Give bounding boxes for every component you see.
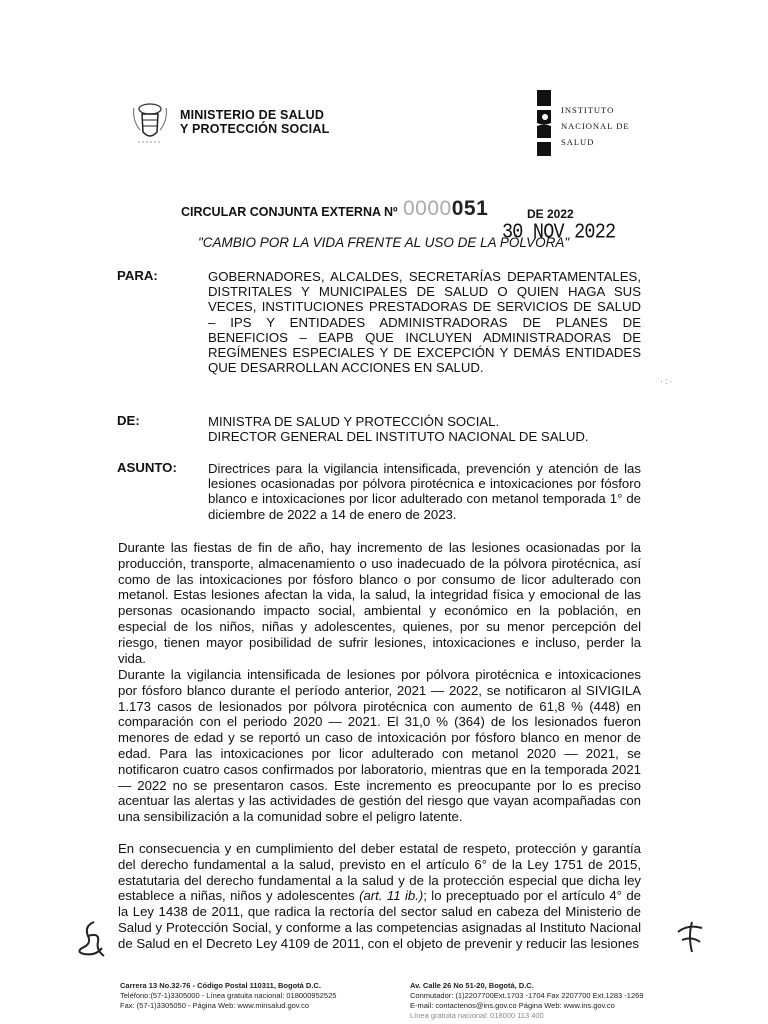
- para-recipients: GOBERNADORES, ALCALDES, SECRETARÍAS DEPARTAMENTALES, DISTRITALES Y MUNICIPALES DE SALUD O QUIEN HAGA SUS VECES, INSTITUCIONES PRESTADORAS DE SERVICIOS DE SALUD – IPS Y ENTIDADES ADMINISTRADORAS DE PLANES DE BENEFICIOS – EAPB QUE INCLUYEN ADMINISTRADORAS DE REGÍMENES ESPECIALES Y DE EXCEPCIÓN Y DEMÁS ENTIDADES QUE DESARROLLAN ACCIONES EN SALUD.: [208, 269, 641, 376]
- circular-motto: "CAMBIO POR LA VIDA FRENTE AL USO DE LA PÓLVORA": [198, 235, 570, 250]
- ins-logo-icon: [536, 90, 552, 156]
- ministry-name: [180, 108, 329, 136]
- para-label: PARA:: [117, 268, 158, 283]
- footer-right-line1: Av. Calle 26 No 51-20, Bogotá, D.C.: [410, 981, 534, 990]
- colombia-coat-of-arms-icon: [130, 100, 170, 148]
- legal-citation: (art. 11 ib.): [359, 888, 424, 904]
- body-paragraph-1: Durante las fiestas de fin de año, hay incremento de las lesiones ocasionadas por la producción, transporte, almacenamiento o uso inadecuado de la pólvora pirotécnica, así como de las intoxicaciones por fósforo blanco o por consumo de licor adulterado con metanol. Estas lesiones afectan la vida, la salud, la integridad física y emocional de las personas ocasionando impacto social, ambiental y económico en la población, en especial de los niños, niñas y adolescentes, quienes, por su menor percepción del riesgo, tienen mayor posibilidad de sufrir lesiones, intoxicaciones e incluso, perder la vida.: [118, 540, 641, 666]
- de-senders: [208, 414, 641, 444]
- footer-right-line4: Línea gratuita nacional: 018000 113 400: [410, 1011, 544, 1020]
- circular-title: CIRCULAR CONJUNTA EXTERNA Nº: [181, 205, 398, 219]
- circular-number: [403, 197, 488, 221]
- institute-name-line3: SALUD: [561, 137, 595, 147]
- body-paragraph-3: [118, 841, 641, 952]
- de-label: DE:: [117, 413, 140, 428]
- ministry-name-line2: Y PROTECCIÓN SOCIAL: [180, 122, 330, 136]
- de-line2: DIRECTOR GENERAL DEL INSTITUTO NACIONAL DE SALUD.: [208, 429, 589, 445]
- footer-ministry-contact: [120, 981, 336, 1011]
- signature-icon: [676, 918, 706, 961]
- body-paragraph-3-a: En consecuencia y en cumplimiento del deber estatal de respeto, protección y garantía del derecho fundamental a la salud, previsto en el artículo 6° de la Ley 1751 de 2015, estatutaria del derecho fundamental a la salud y de la protección especial que dicha ley establece a niñas, niños y adolescentes: [118, 841, 641, 904]
- circular-year: DE 2022: [527, 207, 574, 221]
- footer-left-line1: Carrera 13 No.32-76 - Código Postal 110311, Bogotá D.C.: [120, 981, 321, 990]
- body-paragraph-2: Durante la vigilancia intensificada de lesiones por pólvora pirotécnica e intoxicaciones por fósforo blanco durante el período anterior, 2021 — 2022, se notificaron al SIVIGILA 1.173 casos de lesionados por pólvora pirotécnica con aumento de 61,8 % (448) en comparación con el periodo 2020 — 2021. El 31,0 % (364) de los lesionados fueron menores de edad y se reportó un caso de intoxicación por fósforo blanco en menor de edad. Para las intoxicaciones por licor adulterado con metanol 2020 — 2021, se notificaron cuatro casos confirmados por laboratorio, mientras que en la temporada 2021 — 2022 no se presentaron casos. Este incremento es preocupante por lo es preciso acentuar las alertas y las actividades de gestión del riesgo que vayan acompañadas con una sensibilización a la comunidad sobre el peligro latente.: [118, 667, 641, 825]
- institute-name-line2: NACIONAL DE: [561, 121, 630, 131]
- date-stamp: 30 NOV 2022: [502, 220, 616, 245]
- asunto-text: Directrices para la vigilancia intensificada, prevención y atención de las lesiones ocasionadas por pólvora pirotécnica e intoxicaciones por fósforo blanco e intoxicaciones por licor adulterado con metanol temporada 1° de diciembre de 2022 a 14 de enero de 2023.: [208, 461, 641, 522]
- footer-left-line2: Teléfono:(57-1)3305000 - Línea gratuita nacional: 018000952525: [120, 991, 337, 1000]
- footer-right-line3: E-mail: contactenos@ins.gov.co Página Web: www.ins.gov.co: [410, 1001, 615, 1010]
- footer-left-line3: Fax: (57-1)3305050 - Página Web: www.minsalud.gov.co: [120, 1001, 309, 1010]
- circular-number-main: 051: [451, 197, 489, 220]
- ministry-name-line1: MINISTERIO DE SALUD: [180, 108, 325, 122]
- scan-speck: ·:·: [660, 376, 675, 386]
- institute-name-line1: INSTITUTO: [561, 105, 615, 115]
- footer-right-line2: Conmutador: (1)2207700Ext.1703 -1704 Fax 2207700 Ext.1283 -1269: [410, 991, 644, 1000]
- de-line1: MINISTRA DE SALUD Y PROTECCIÓN SOCIAL.: [208, 414, 500, 429]
- institute-name: [561, 102, 630, 150]
- body-paragraph-3-b: ; lo preceptuado por el artículo 4° de la Ley 1438 de 2011, que radica la rectoría del sector salud en cabeza del Ministerio de Salud y Protección Social, y conforme a las competencias asignadas al Instituto Nacional de Salud en el Decreto Ley 4109 de 2011, con el objeto de prevenir y reducir las lesiones: [118, 888, 641, 951]
- circular-number-faint: 0000: [403, 197, 452, 220]
- signature-icon: [74, 918, 110, 965]
- footer-institute-contact: [410, 981, 644, 1021]
- asunto-label: ASUNTO:: [117, 460, 177, 475]
